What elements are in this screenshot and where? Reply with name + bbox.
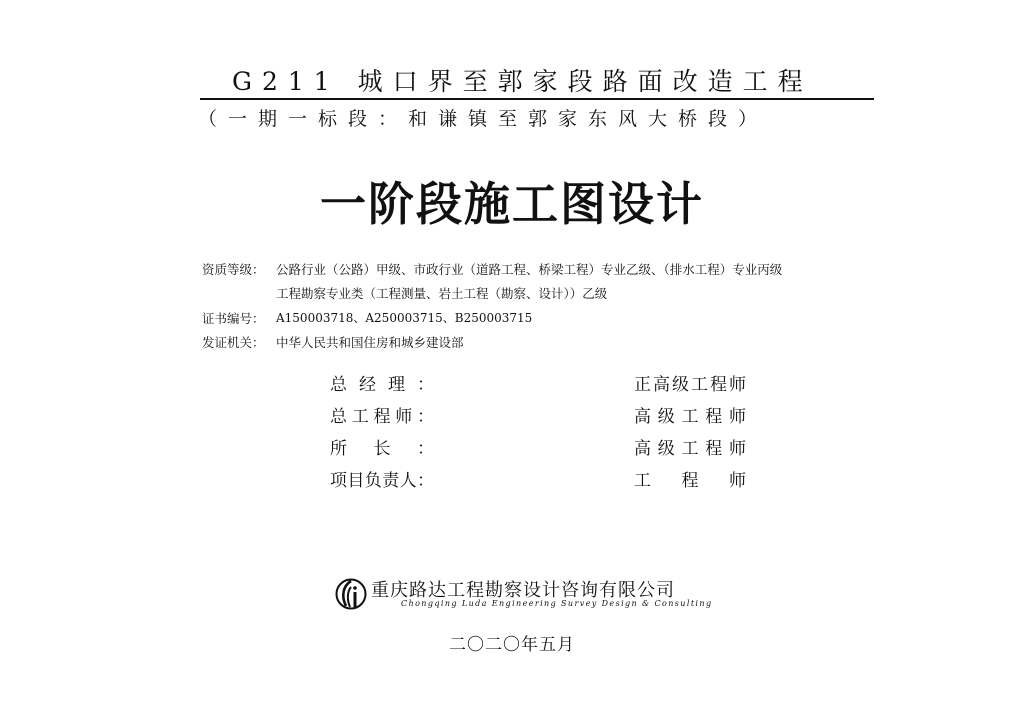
- issuer-label: 发证机关：: [202, 335, 265, 350]
- signatory-title: 高级工程师: [634, 407, 746, 427]
- project-title: G211 城口界至郭家段路面改造工程: [232, 67, 813, 96]
- qualification-line-2: 工程勘察专业类（工程测量、岩土工程（勘察、设计））乙级: [276, 286, 608, 301]
- luda-logo-icon: [335, 578, 367, 610]
- company-name: 重庆路达工程勘察设计咨询有限公司: [371, 580, 675, 601]
- signatory-role: 总经理：: [330, 375, 434, 395]
- signatory-role: 总工程师：: [330, 407, 434, 427]
- company-name-english: Chongqing Luda Engineering Survey Design & Consulting: [401, 599, 713, 608]
- section-subtitle: （一期一标段：和谦镇至郭家东风大桥段）: [198, 108, 769, 130]
- signatory-title: 正高级工程师: [634, 375, 746, 395]
- signatory-title: 高级工程师: [634, 439, 746, 459]
- certificate-label: 证书编号：: [202, 311, 265, 326]
- title-underline: [200, 98, 874, 100]
- signatory-role: 项目负责人：: [330, 471, 434, 491]
- qualification-label: 资质等级：: [202, 262, 265, 277]
- certificate-number: A150003718、A250003715、B250003715: [276, 311, 533, 325]
- document-title: 一阶段施工图设计: [320, 177, 704, 231]
- document-date: 二〇二〇年五月: [449, 635, 575, 655]
- signatory-title: 工程师: [634, 471, 746, 491]
- issuer-name: 中华人民共和国住房和城乡建设部: [276, 335, 464, 350]
- signatory-role: 所长：: [330, 439, 434, 459]
- qualification-line-1: 公路行业（公路）甲级、市政行业（道路工程、桥梁工程）专业乙级、（排水工程）专业丙级: [276, 262, 783, 277]
